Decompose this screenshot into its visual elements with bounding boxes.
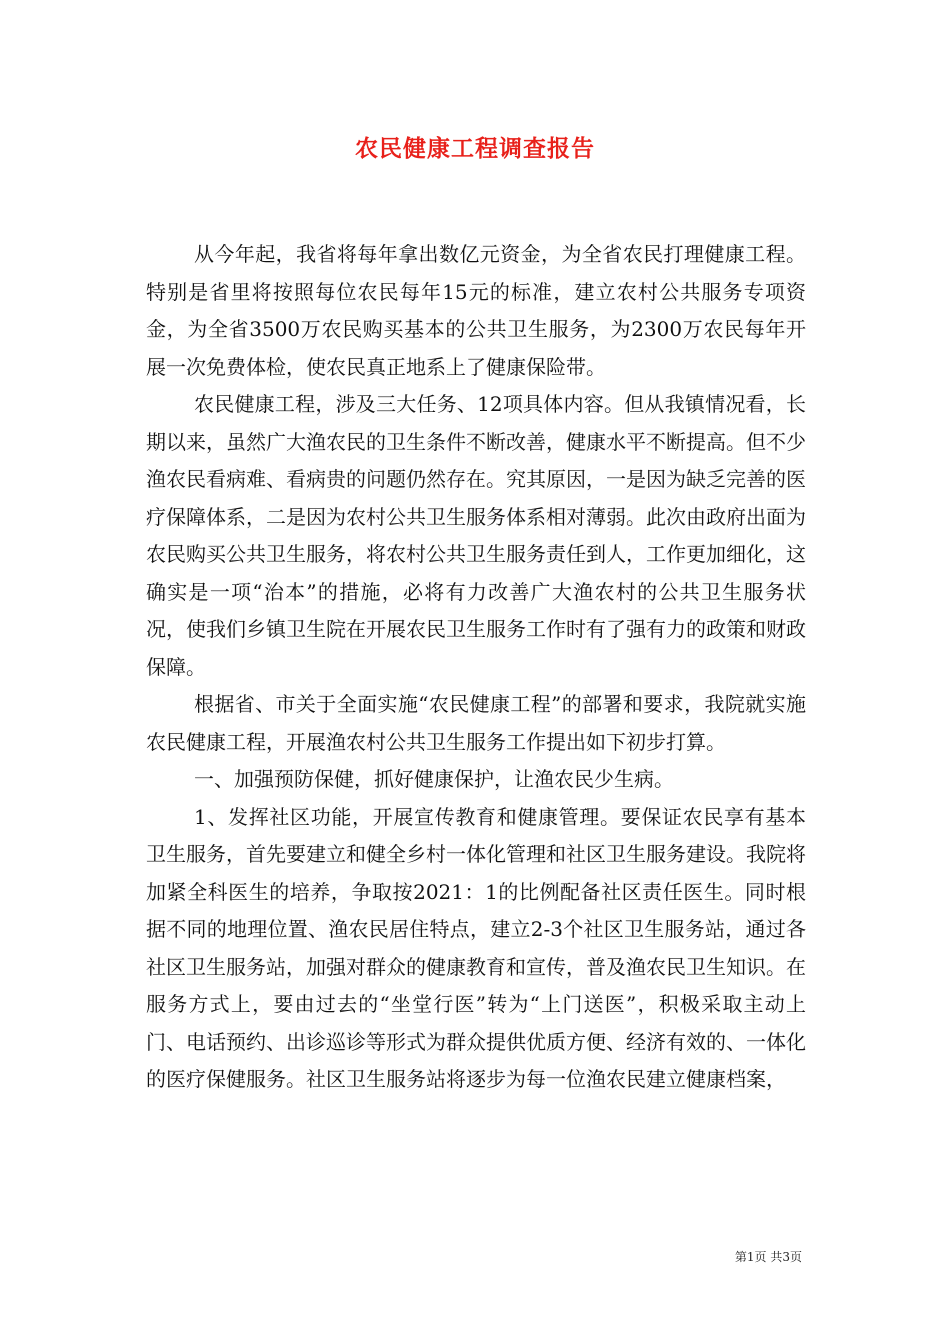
paragraph-3: 根据省、市关于全面实施“农民健康工程”的部署和要求，我院就实施农民健康工程，开展渔农村公共卫生服务工作提出如下初步打算。	[146, 692, 806, 754]
page-number: 第1页 共3页	[734, 1250, 802, 1264]
paragraph-1: 从今年起，我省将每年拿出数亿元资金，为全省农民打理健康工程。特别是省里将按照每位农民每年15元的标准，建立农村公共服务专项资金，为全省3500万农民购买基本的公共卫生服务，为2300万农民每年开展一次免费体检，使农民真正地系上了健康保险带。	[146, 242, 806, 379]
document-body	[146, 236, 806, 1099]
section-heading-1: 一、加强预防保健，抓好健康保护，让渔农民少生病。	[194, 767, 674, 791]
paragraph-2: 农民健康工程，涉及三大任务、12项具体内容。但从我镇情况看，长期以来，虽然广大渔农民的卫生条件不断改善，健康水平不断提高。但不少渔农民看病难、看病贵的问题仍然存在。究其原因，一是因为缺乏完善的医疗保障体系，二是因为农村公共卫生服务体系相对薄弱。此次由政府出面为农民购买公共卫生服务，将农村公共卫生服务责任到人，工作更加细化，这确实是一项“治本”的措施，必将有力改善广大渔农村的公共卫生服务状况，使我们乡镇卫生院在开展农民卫生服务工作时有了强有力的政策和财政保障。	[146, 392, 806, 679]
document-title: 农民健康工程调查报告	[355, 135, 595, 162]
paragraph-4: 1、发挥社区功能，开展宣传教育和健康管理。要保证农民享有基本卫生服务，首先要建立和健全乡村一体化管理和社区卫生服务建设。我院将加紧全科医生的培养，争取按2021：1的比例配备社区责任医生。同时根据不同的地理位置、渔农民居住特点，建立2-3个社区卫生服务站，通过各社区卫生服务站，加强对群众的健康教育和宣传，普及渔农民卫生知识。在服务方式上，要由过去的“坐堂行医”转为“上门送医”，积极采取主动上门、电话预约、出诊巡诊等形式为群众提供优质方便、经济有效的、一体化的医疗保健服务。社区卫生服务站将逐步为每一位渔农民建立健康档案，	[146, 804, 806, 1091]
